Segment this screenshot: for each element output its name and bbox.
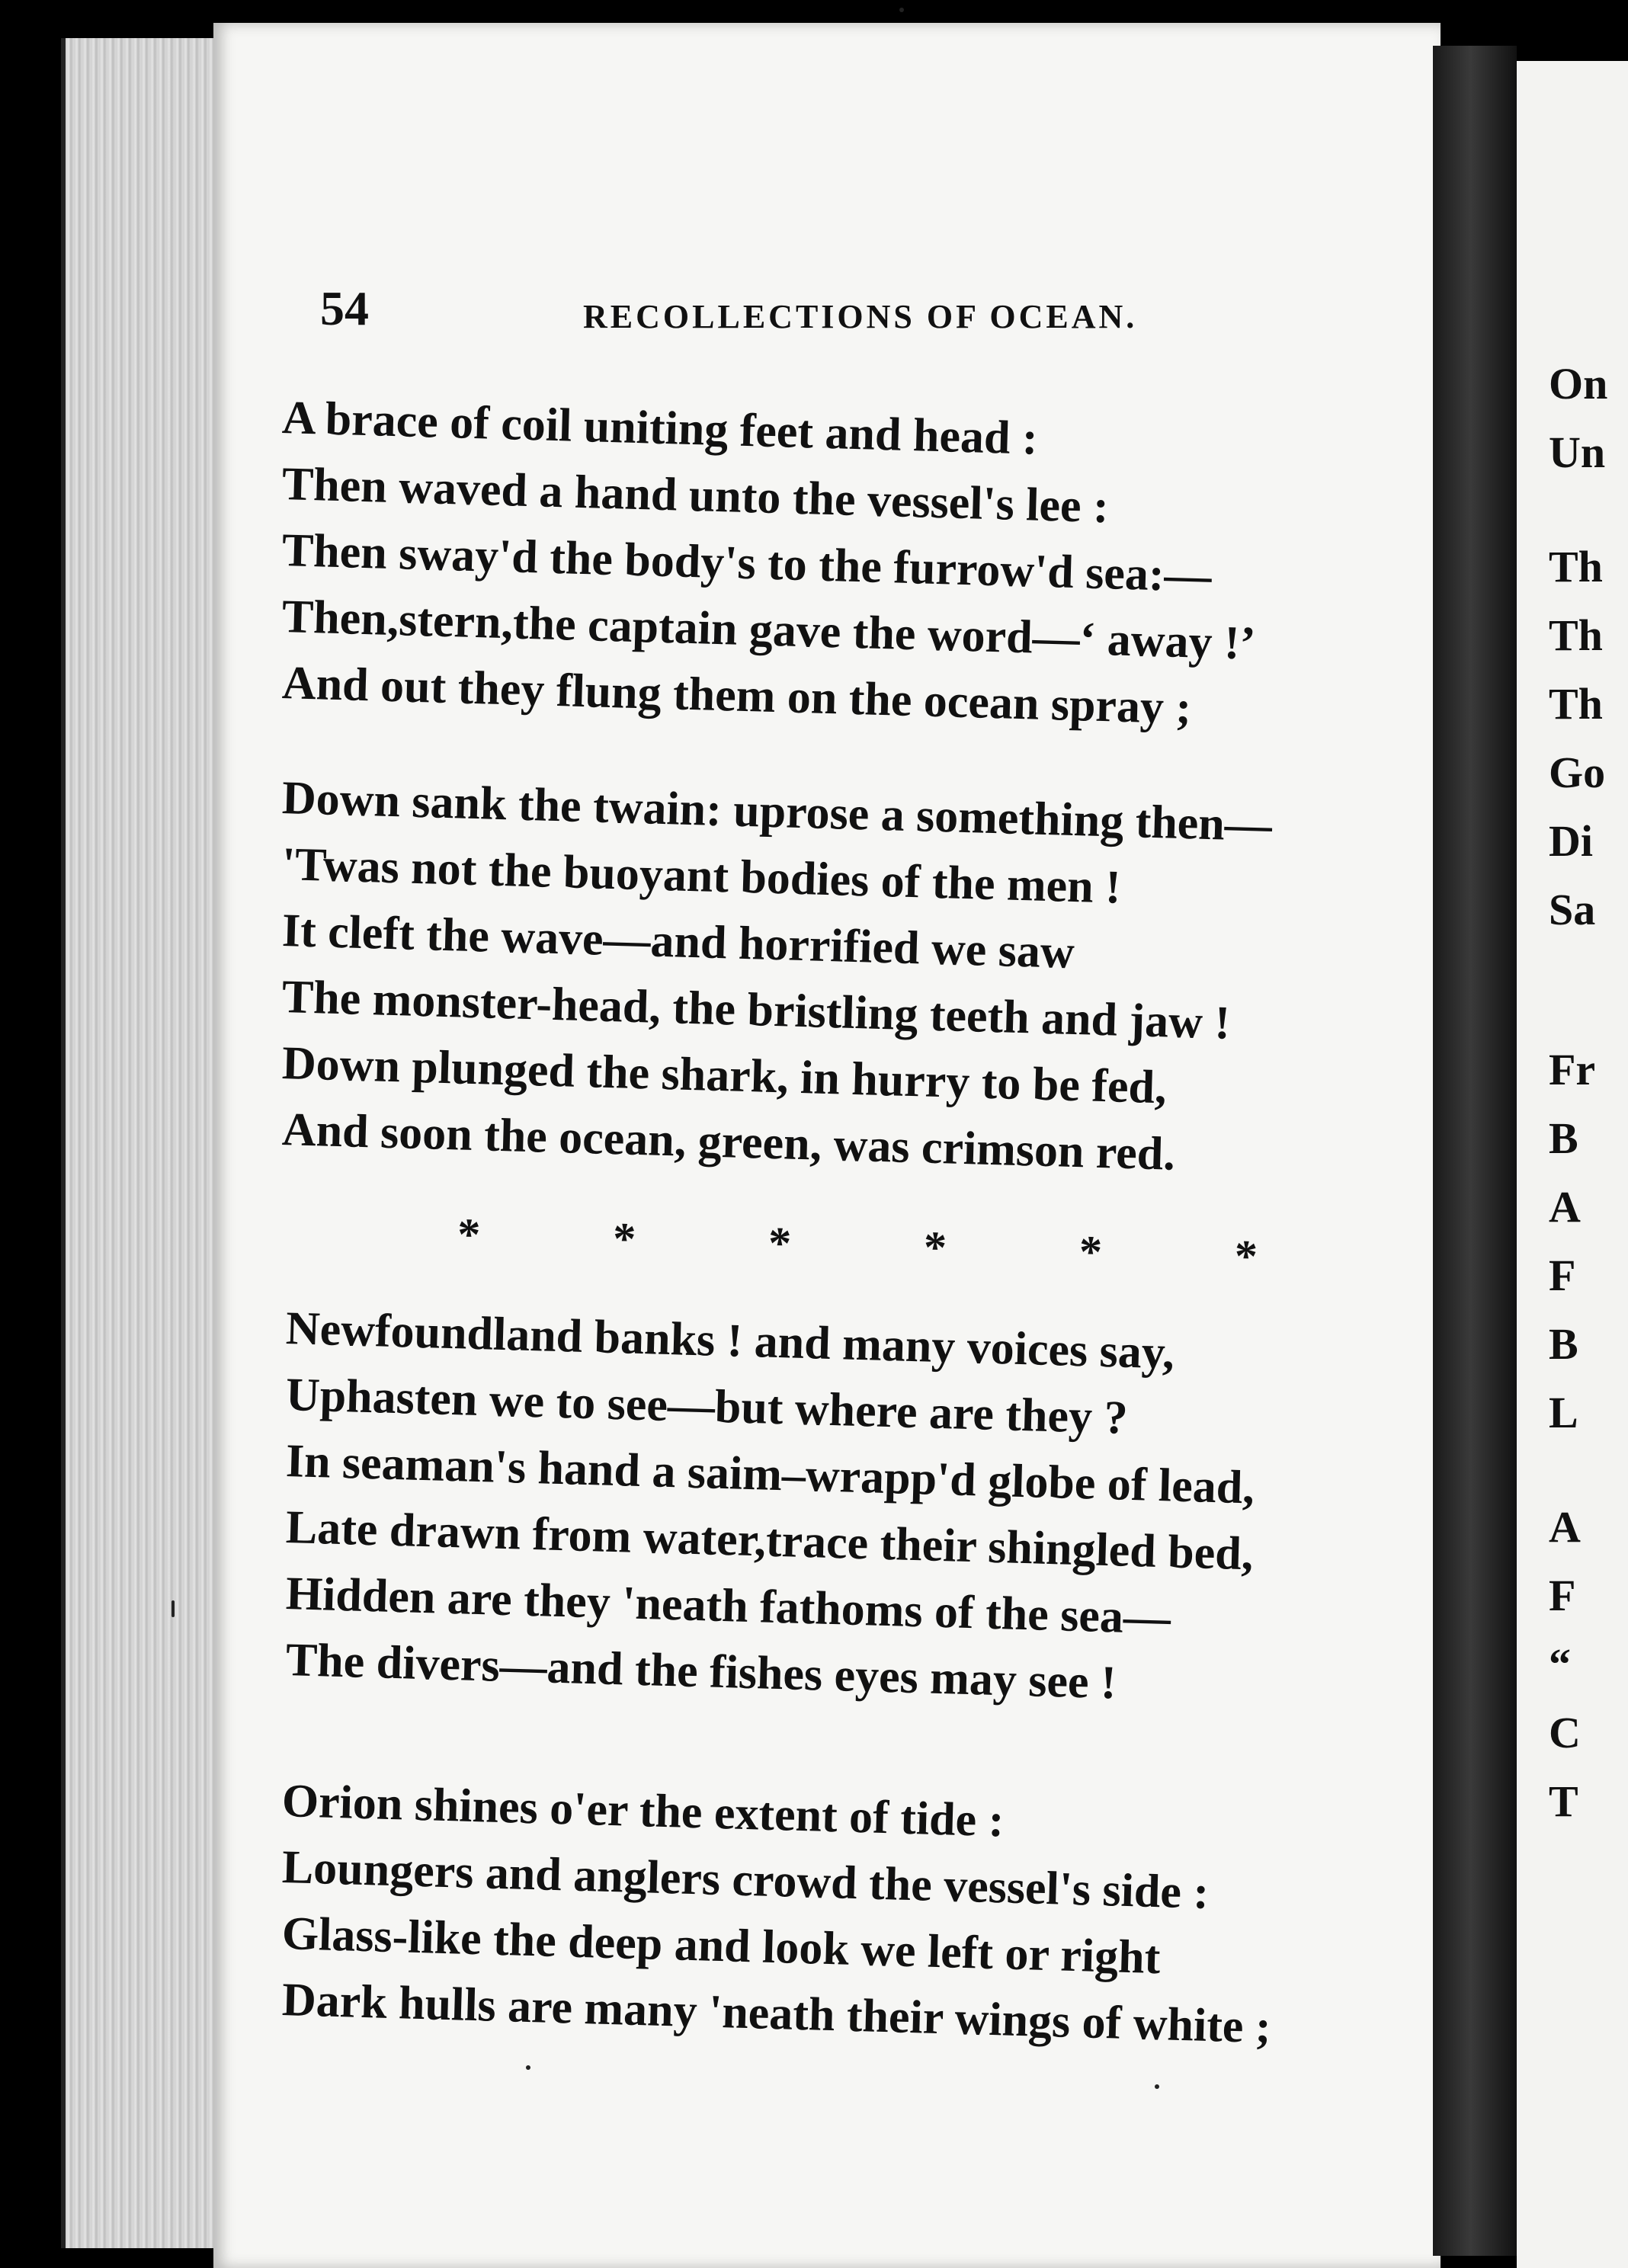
poem-line: Late drawn from water,trace their shingled bed, [285,1501,1255,1581]
poem-line: A brace of coil uniting feet and head : [281,392,1039,465]
facing-fragment: B [1549,1113,1578,1163]
asterisk: * [612,1213,637,1264]
facing-fragment: Th [1549,610,1603,660]
poem-line: And soon the ocean, green, was crimson red. [281,1104,1176,1180]
asterisk: * [923,1222,947,1273]
poem-line: Then sway'd the body's to the furrow'd sea:— [281,524,1213,603]
facing-fragment: Sa [1549,885,1596,934]
poem-line: Orion shines o'er the extent of tide : [281,1775,1005,1847]
asterisk: * [1078,1226,1103,1277]
facing-fragment: T [1549,1776,1578,1826]
facing-fragment: Di [1549,816,1593,866]
poem-line: The divers—and the fishes eyes may see ! [285,1634,1117,1709]
poem-line: 'Twas not the buoyant bodies of the men ! [281,838,1122,914]
poem-line: Then,stern,the captain gave the word—‘ away !’ [281,591,1257,670]
stanza-4 [281,1768,1441,2054]
facing-fragment: C [1549,1708,1581,1757]
ink-speck [171,1600,175,1617]
poem-line: Down plunged the shark, in hurry to be fed, [281,1037,1168,1114]
poem-line: Uphasten we to see—but where are they ? [285,1369,1129,1444]
poem-line: Down sank the twain: uprose a something then— [281,772,1273,852]
facing-fragment: A [1549,1182,1581,1232]
stanza-2 [281,765,1441,1180]
facing-fragment: F [1549,1571,1576,1620]
book-gutter [1433,46,1517,2256]
asterisk: * [1233,1230,1258,1282]
facing-fragment: Un [1549,428,1606,477]
poem-line: Newfoundland banks ! and many voices say, [285,1302,1175,1379]
poem-line: Hidden are they 'neath fathoms of the sea— [285,1568,1171,1645]
poem-line: The monster-head, the bristling teeth and jaw ! [281,971,1232,1049]
poem-line: In seaman's hand a saim–wrapp'd globe of lead, [285,1435,1255,1514]
facing-page-text [1549,358,1628,2187]
running-title: RECOLLECTIONS OF OCEAN. [583,298,1138,335]
poem-line: Glass-like the deep and look we left or right [281,1908,1162,1984]
facing-fragment: B [1549,1319,1578,1369]
facing-fragment: Th [1549,679,1603,729]
asterisk: * [768,1217,792,1269]
facing-fragment: L [1549,1388,1578,1437]
page-stack-edge [61,38,233,2248]
poem-line: Loungers and anglers crowd the vessel's side : [281,1841,1210,1919]
stanza-1 [281,385,1441,735]
facing-fragment: “ [1549,1639,1571,1689]
poem-line: It cleft the wave—and horrified we saw [281,905,1075,979]
page-number: 54 [320,281,369,335]
facing-fragment: Th [1549,542,1603,591]
poem-line: Then waved a hand unto the vessel's lee : [281,458,1110,533]
poem-line: Dark hulls are many 'neath their wings of white ; [281,1974,1272,2054]
poem-top [281,385,1441,1180]
facing-fragment: Fr [1549,1045,1596,1094]
ink-speck [526,2065,530,2070]
running-head [320,280,1280,349]
asterisk: * [457,1209,482,1261]
poem-line: And out they flung them on the ocean spray ; [281,657,1193,735]
facing-fragment: A [1549,1502,1581,1552]
facing-fragment: F [1549,1251,1576,1300]
stanza-3 [285,1296,1444,1709]
facing-fragment: On [1549,359,1608,408]
ink-speck [1155,2084,1159,2089]
facing-fragment: Go [1549,748,1606,797]
ink-speck [899,8,904,12]
